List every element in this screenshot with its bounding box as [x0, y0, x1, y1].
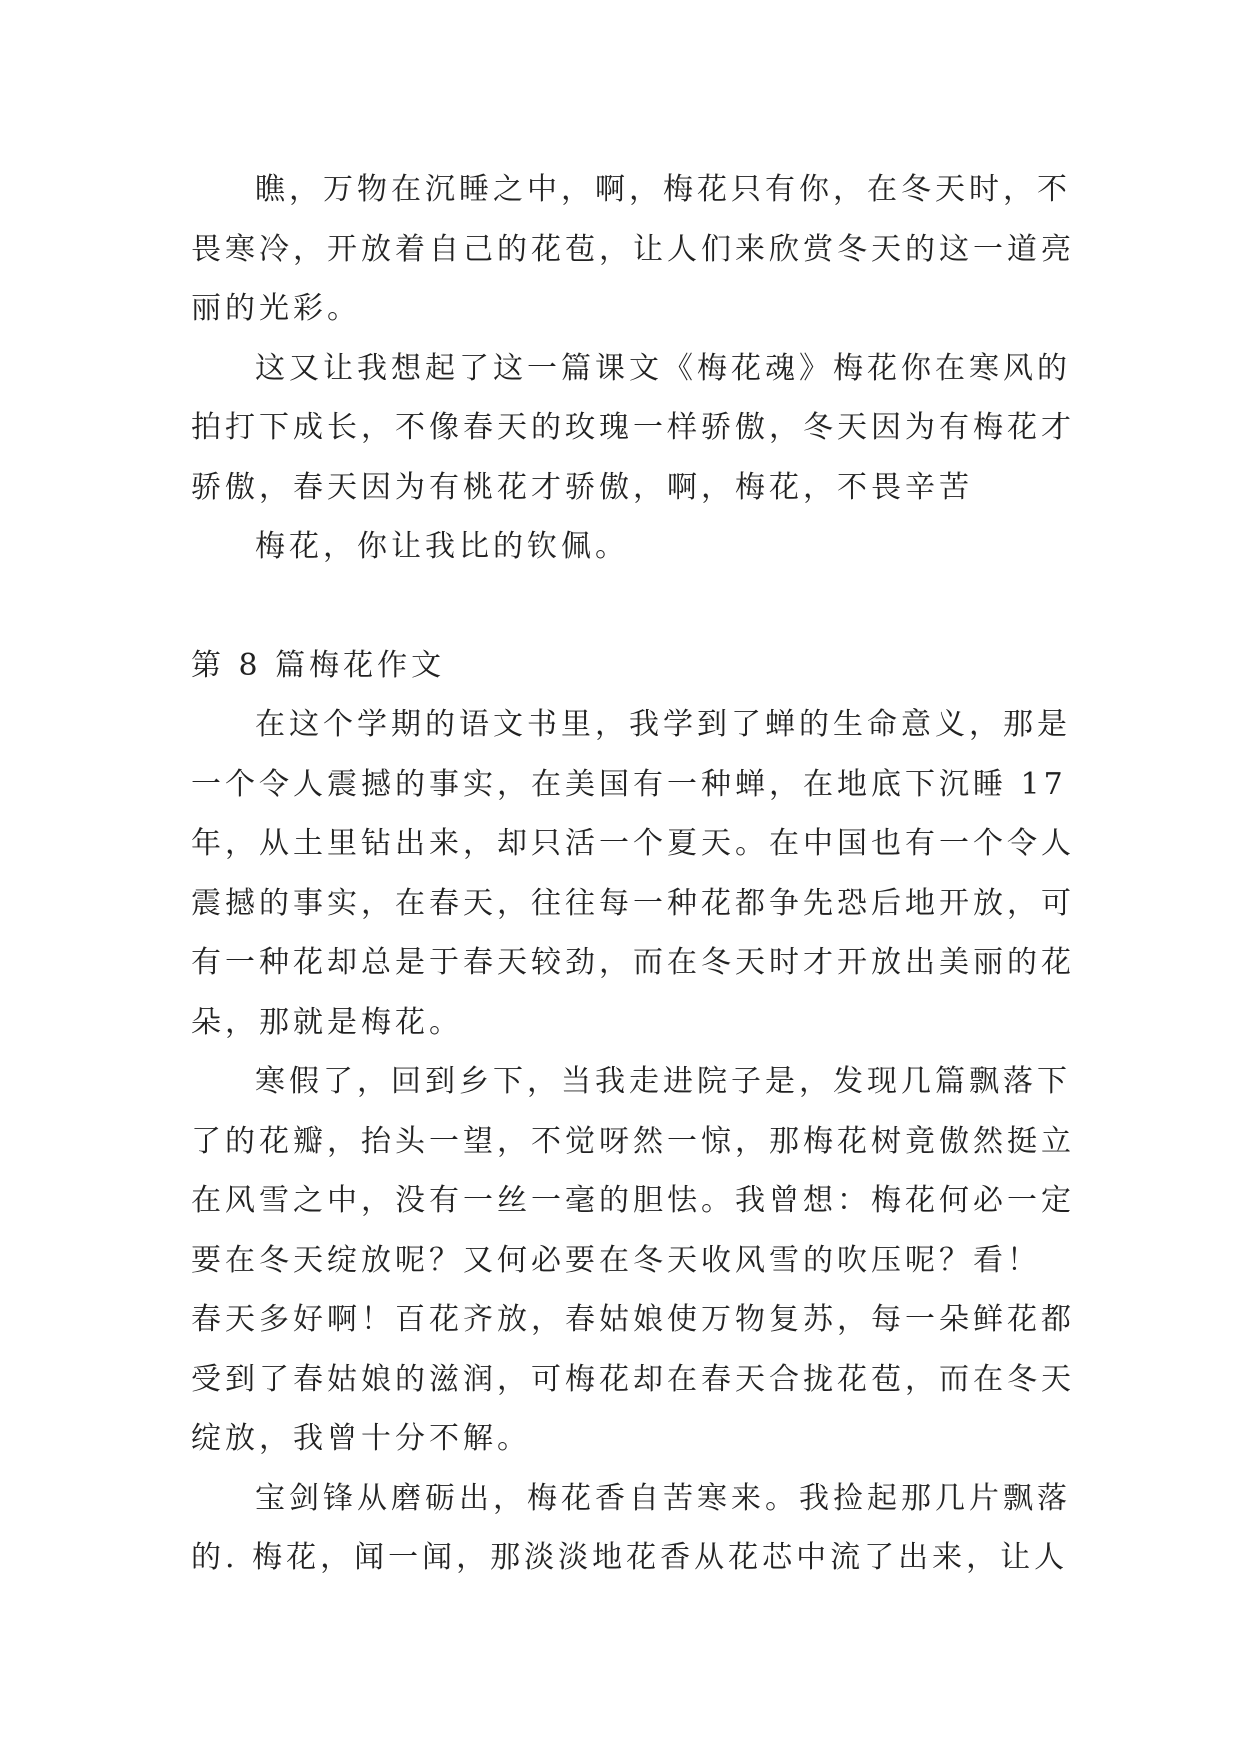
text-line: 骄傲，春天因为有桃花才骄傲，啊，梅花，不畏辛苦: [191, 469, 973, 505]
text-line: 的. 梅花，闻一闻，那淡淡地花香从花芯中流了出来，让人: [191, 1540, 1069, 1575]
text-line: 一个令人震撼的事实，在美国有一种蝉，在地底下沉睡 17: [191, 766, 1067, 802]
text-line: 瞧，万物在沉睡之中，啊，梅花只有你，在冬天时，不: [255, 172, 1071, 207]
document-body: [191, 160, 1075, 1588]
text-line: 了的花瓣，抬头一望，不觉呀然一惊，那梅花树竟傲然挺立: [191, 1123, 1075, 1159]
text-line: 朵，那就是梅花。: [191, 1004, 463, 1040]
paragraph-6: [191, 1469, 1071, 1588]
text-line: 丽的光彩。: [191, 291, 361, 326]
text-line: 受到了春姑娘的滋润，可梅花却在春天合拢花苞，而在冬天: [191, 1361, 1075, 1397]
text-line: 年，从土里钻出来，却只活一个夏天。在中国也有一个令人: [191, 826, 1075, 861]
text-line: 寒假了，回到乡下，当我走进院子是，发现几篇飘落下: [255, 1064, 1071, 1099]
paragraph-1: [191, 160, 1075, 339]
text-line: 宝剑锋从磨砺出，梅花香自苦寒来。我捡起那几片飘落: [255, 1480, 1071, 1516]
text-line: 畏寒冷，开放着自己的花苞，让人们来欣赏冬天的这一道亮: [191, 231, 1075, 267]
section-heading: 第 8 篇梅花作文: [191, 647, 446, 683]
text-line: 在这个学期的语文书里，我学到了蝉的生命意义，那是: [255, 707, 1071, 742]
section-gap: [191, 577, 1057, 636]
text-line: 有一种花却总是于春天较劲，而在冬天时才开放出美丽的花: [191, 945, 1075, 980]
paragraph-2: [191, 339, 1075, 518]
text-line: 梅花，你让我比的钦佩。: [255, 529, 629, 564]
paragraph-4: [191, 695, 1075, 1052]
text-line: 绽放，我曾十分不解。: [191, 1421, 531, 1456]
text-line: 要在冬天绽放呢？又何必要在冬天收风雪的吹压呢？看！: [191, 1242, 1041, 1278]
text-line: 拍打下成长，不像春天的玫瑰一样骄傲，冬天因为有梅花才: [191, 410, 1075, 445]
text-line: 在风雪之中，没有一丝一毫的胆怯。我曾想：梅花何必一定: [191, 1183, 1075, 1218]
text-line: 震撼的事实，在春天，往往每一种花都争先恐后地开放，可: [191, 885, 1075, 921]
text-line: 春天多好啊！百花齐放，春姑娘使万物复苏，每一朵鲜花都: [191, 1302, 1075, 1337]
paragraph-5: [191, 1052, 1075, 1469]
text-line: 这又让我想起了这一篇课文《梅花魂》梅花你在寒风的: [255, 350, 1071, 386]
paragraph-3: [191, 517, 1057, 577]
